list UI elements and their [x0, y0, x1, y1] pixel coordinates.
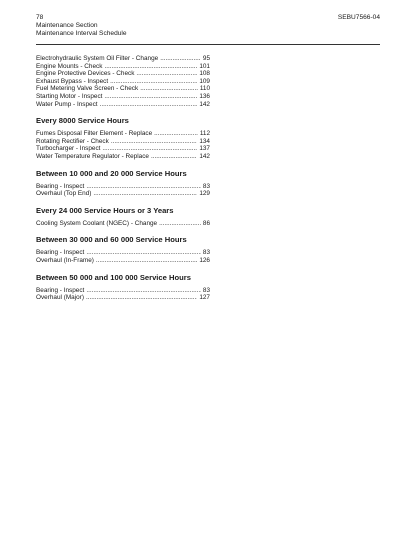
- entry-page: 126: [199, 256, 210, 264]
- interval-section: [36, 169, 210, 198]
- entry-page: 95: [202, 55, 210, 62]
- interval-heading: Between 10 000 and 20 000 Service Hours: [36, 168, 187, 178]
- entry-label: Starting Motor - Inspect: [36, 92, 103, 100]
- entry-label: Cooling System Coolant (NGEC) - Change: [36, 219, 158, 227]
- interval-heading: Between 30 000 and 60 000 Service Hours: [36, 235, 187, 245]
- leader-dots: [93, 190, 197, 198]
- entry-label: Overhaul (Top End): [36, 190, 92, 198]
- schedule-entry: [36, 138, 210, 146]
- entry-label: Bearing - Inspect: [36, 286, 85, 294]
- schedule-entry: [36, 257, 210, 265]
- leader-dots: [100, 101, 198, 109]
- schedule-entry: [36, 55, 210, 63]
- intro-entry-group: [36, 55, 210, 108]
- interval-heading: Every 24 000 Service Hours or 3 Years: [36, 205, 174, 215]
- schedule-entry: [36, 249, 210, 257]
- schedule-entry: [36, 190, 210, 198]
- leader-dots: [140, 85, 198, 93]
- entry-label: Engine Protective Devices - Check: [36, 70, 135, 78]
- interval-section: [36, 206, 210, 228]
- entry-page: 127: [199, 294, 210, 302]
- entry-label: Exhaust Bypass - Inspect: [36, 77, 109, 85]
- leader-dots: [104, 63, 197, 71]
- entry-page: 108: [199, 70, 210, 78]
- entry-label: Engine Mounts - Check: [36, 62, 103, 70]
- schedule-entry: [36, 294, 210, 302]
- entry-label: Fumes Disposal Filter Element - Replace: [36, 130, 153, 138]
- entry-page: 101: [199, 62, 210, 70]
- entry-label: Rotating Rectifier - Check: [36, 137, 109, 145]
- leader-dots: [104, 93, 197, 101]
- entry-page: 83: [202, 182, 210, 190]
- leader-dots: [136, 70, 197, 78]
- entry-label: Water Pump - Inspect: [36, 100, 98, 108]
- leader-dots: [160, 55, 201, 63]
- schedule-entry: [36, 153, 210, 161]
- schedule-entry: [36, 93, 210, 101]
- leader-dots: [110, 78, 197, 86]
- schedule-entry: [36, 145, 210, 153]
- interval-section: [36, 273, 210, 302]
- schedule-entry: [36, 130, 210, 138]
- entry-page: 110: [199, 85, 210, 93]
- entry-label: Bearing - Inspect: [36, 249, 85, 257]
- interval-section: [36, 116, 210, 160]
- leader-dots: [96, 257, 197, 265]
- entry-label: Overhaul (Major): [36, 294, 84, 302]
- section-title: Maintenance Section: [36, 22, 98, 30]
- schedule-entry: [36, 78, 210, 86]
- schedule-list: [36, 55, 210, 302]
- leader-dots: [111, 138, 198, 146]
- entry-page: 129: [199, 190, 210, 198]
- interval-section: [36, 235, 210, 264]
- leader-dots: [86, 183, 201, 191]
- interval-heading: Between 50 000 and 100 000 Service Hours: [36, 272, 191, 282]
- leader-dots: [151, 153, 197, 161]
- schedule-entry: [36, 70, 210, 78]
- schedule-entry: [36, 287, 210, 295]
- leader-dots: [86, 294, 197, 302]
- document-id: SEBU7566-04: [337, 14, 380, 21]
- schedule-entry: [36, 220, 210, 228]
- leader-dots: [102, 145, 197, 153]
- entry-label: Turbocharger - Inspect: [36, 145, 101, 153]
- entry-page: 109: [199, 77, 210, 85]
- subsection-title: Maintenance Interval Schedule: [36, 30, 127, 38]
- leader-dots: [86, 287, 201, 295]
- schedule-entry: [36, 101, 210, 109]
- entry-label: Overhaul (In-Frame): [36, 256, 94, 264]
- header-divider: [36, 44, 380, 45]
- entry-page: 112: [199, 130, 210, 138]
- leader-dots: [86, 249, 201, 257]
- entry-page: 136: [199, 92, 210, 100]
- leader-dots: [154, 130, 198, 138]
- schedule-entry: [36, 85, 210, 93]
- entry-page: 142: [199, 152, 210, 160]
- page-number: 78: [36, 14, 44, 21]
- entry-label: Water Temperature Regulator - Replace: [36, 152, 149, 160]
- schedule-entry: [36, 183, 210, 191]
- schedule-entry: [36, 63, 210, 71]
- page-header: [36, 14, 380, 39]
- entry-page: 86: [202, 219, 210, 227]
- interval-heading: Every 8000 Service Hours: [36, 116, 129, 126]
- entry-page: 83: [202, 286, 210, 294]
- entry-label: Fuel Metering Valve Screen - Check: [36, 85, 139, 93]
- entry-page: 134: [199, 137, 210, 145]
- entry-page: 83: [202, 249, 210, 257]
- entry-page: 142: [199, 100, 210, 108]
- entry-page: 137: [199, 145, 210, 153]
- leader-dots: [159, 220, 201, 228]
- entry-label: Electrohydraulic System Oil Filter - Change: [36, 55, 159, 62]
- entry-label: Bearing - Inspect: [36, 182, 85, 190]
